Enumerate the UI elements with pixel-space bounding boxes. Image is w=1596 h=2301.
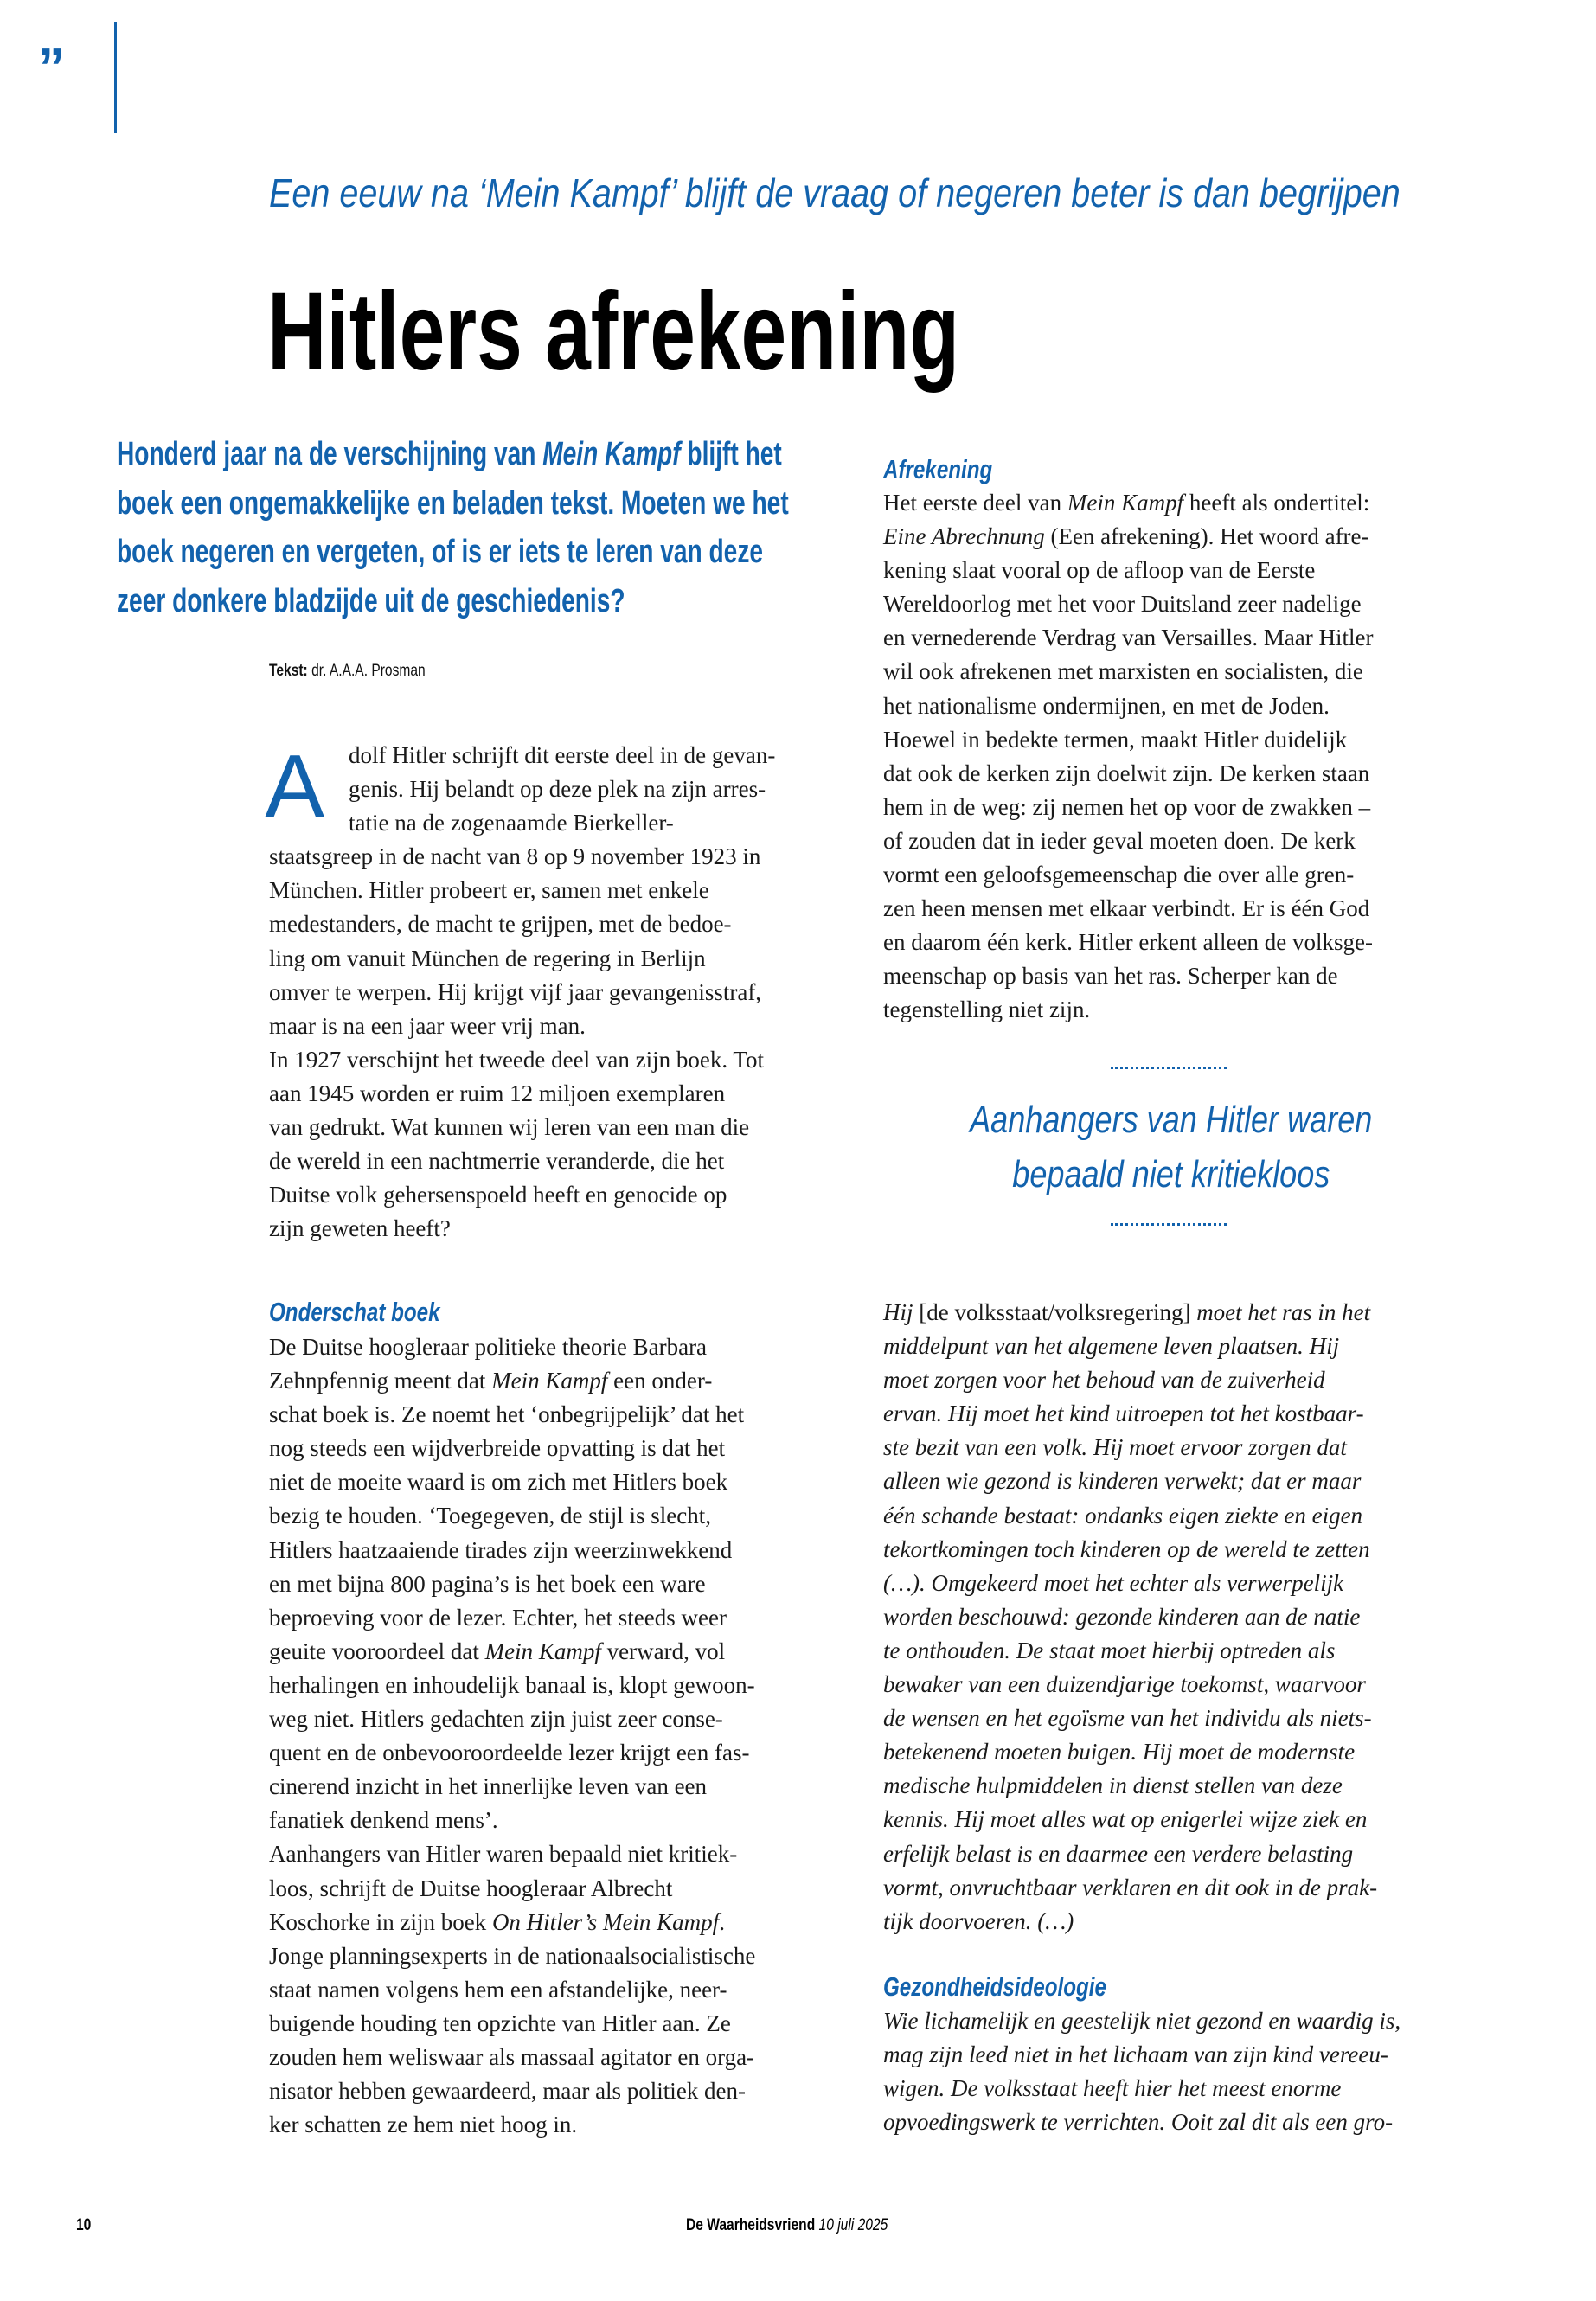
text-line: kening slaat vooral op de afloop van de Eerste [883,557,1316,584]
text-line: vormt een geloofsgemeenschap die over alle gren- [883,862,1355,888]
text-line: Eine Abrechnung (Een afrekening). Het woord afre- [883,523,1369,550]
text-line: alleen wie gezond is kinderen verwekt; dat er maar [883,1468,1362,1495]
text-line: medische hulpmiddelen in dienst stellen van deze [883,1772,1343,1799]
title-text: Hitlers afrekening [267,270,960,394]
text-line: zouden hem weliswaar als massaal agitator en orga- [269,2043,755,2070]
text-line: zijn geweten heeft? [269,1215,451,1242]
text-line: Duitse volk gehersenspoeld heeft en genocide op [269,1182,727,1208]
text-line: en met bijna 800 pagina’s is het boek een ware [269,1570,706,1597]
text-line: hem in de weg: zij nemen het op voor de zwakken – [883,793,1371,820]
text-line: nog steeds een wijdverbreide opvatting is dat het [269,1435,726,1462]
text-line: middelpunt van het algemene leven plaatsen. Hij [883,1333,1340,1360]
text-line: maar is na een jaar weer vrij man. [269,1012,586,1039]
section-body-gezondheid [883,2004,1458,2139]
pull-quote-top-divider [1111,1067,1227,1069]
text-line: één schande bestaat: ondanks eigen ziekte en eigen [883,1502,1363,1529]
text-line: bepaald niet kritiekloos [1011,1153,1330,1195]
text-line: het nationalisme ondermijnen, en met de Joden. [883,692,1330,719]
text-line: vormt, onvruchtbaar verklaren en dit ook in de prak- [883,1874,1378,1900]
heading-text: Gezondheidsideologie [883,1971,1106,2002]
text-line: ling om vanuit München de regering in Berlijn [269,945,706,971]
text-line: bezig te houden. ‘Toegegeven, de stijl is slecht, [269,1503,711,1529]
text-line: Wereldoorlog met het voor Duitsland zeer nadelige [883,591,1362,618]
text-line: (…). Omgekeerd moet het echter als verwerpelijk [883,1569,1344,1596]
page-number-text: 10 [76,2216,92,2234]
text-line: Aanhangers van Hitler waren bepaald niet kritiek- [269,1841,738,1868]
text-line: Honderd jaar na de verschijning van Mein Kampf blijft het [117,436,782,472]
text-line: bewaker van een duizendjarige toekomst, waarvoor [883,1671,1366,1698]
text-line: wigen. De volksstaat heeft hier het meest enorme [883,2075,1342,2102]
text-line: tegenstelling niet zijn. [883,997,1091,1023]
text-line: zeer donkere bladzijde uit de geschiedenis? [117,582,625,619]
section-body-onderschat [269,1330,840,2142]
text-line: tekortkomingen toch kinderen op de wereld te zetten [883,1535,1370,1562]
byline-label: Tekst: [269,662,308,680]
mein-kampf-quotation [883,1296,1458,1939]
text-line: zen heen mensen met elkaar verbindt. Er is één God [883,895,1370,922]
heading-text: Onderschat boek [269,1297,440,1327]
closing-quote-icon: ” [38,38,60,98]
pull-quote-bottom-divider [1111,1223,1227,1226]
text-line: wil ook afrekenen met marxisten en socialisten, die [883,658,1363,685]
text-line: Hitlers haatzaaiende tirades zijn weerzinwekkend [269,1536,733,1563]
text-line: München. Hitler probeert er, samen met enkele [269,877,709,904]
text-line: tatie na de zogenaamde Bierkeller- [349,810,674,836]
text-line: buigende houding ten opzichte van Hitler aan. Ze [269,2009,731,2036]
text-line: de wensen en het egoïsme van het individu als niets- [883,1705,1372,1732]
text-line: quent en de onbevooroordeelde lezer krijgt een fas- [269,1740,750,1766]
article-kicker [269,170,1585,216]
publication-name: De Waarheidsvriend [686,2216,816,2234]
text-line: nisator hebben gewaardeerd, maar als politiek den- [269,2078,747,2105]
text-line: opvoedingswerk te verrichten. Ooit zal dit als een gro- [883,2109,1394,2136]
text-line: Koschorke in zijn boek On Hitler’s Mein Kampf. [269,1908,725,1935]
text-line: cinerend inzicht in het innerlijke leven van een [269,1773,708,1800]
section-heading-gezondheid [883,1970,1458,2003]
footer-publication [686,2216,932,2235]
text-line: Hoewel in bedekte termen, maakt Hitler duidelijk [883,726,1348,753]
text-line: ste bezit van een volk. Hij moet ervoor zorgen dat [883,1434,1347,1461]
text-line: niet de moeite waard is om zich met Hitlers boek [269,1469,728,1496]
text-line: Hij [de volksstaat/volksregering] moet het ras in het [883,1299,1371,1325]
text-line: omver te werpen. Hij krijgt vijf jaar gevangenisstraf, [269,978,762,1005]
text-line: De Duitse hoogleraar politieke theorie Barbara [269,1334,708,1360]
text-line: de wereld in een nachtmerrie veranderde, die het [269,1148,725,1175]
section-heading-afrekening [883,452,1458,486]
text-line: of zouden dat in ieder geval moeten doen. De kerk [883,827,1356,854]
text-line: dolf Hitler schrijft dit eerste deel in de gevan- [349,742,776,768]
text-line: Jonge planningsexperts in de nationaalsocialistische [269,1942,756,1969]
pull-quote [883,1093,1458,1202]
text-line: herhalingen en inhoudelijk banaal is, klopt gewoon- [269,1671,755,1698]
publication-date: 10 juli 2025 [818,2216,888,2234]
text-line: kennis. Hij moet alles wat op enigerlei wijze ziek en [883,1806,1368,1833]
text-line: boek negeren en vergeten, of is er iets te leren van deze [117,534,764,570]
page-number [76,2216,94,2235]
text-line: aan 1945 worden er ruim 12 miljoen exemplaren [269,1080,726,1106]
article-title [267,270,1202,394]
text-line: moet zorgen voor het behoud van de zuiverheid [883,1367,1325,1394]
text-line: en daarom één kerk. Hitler erkent alleen de volksge- [883,929,1373,956]
text-line: tijk doorvoeren. (…) [883,1907,1074,1934]
text-line: betekenend moeten buigen. Hij moet de modernste [883,1739,1356,1766]
text-line: van gedrukt. Wat kunnen wij leren van een man die [269,1114,750,1141]
text-line: boek een ongemakkelijke en beladen tekst. Moeten we het [117,484,789,522]
section-body-afrekening [883,486,1458,1028]
text-line: geuite vooroordeel dat Mein Kampf verward, vol [269,1638,726,1664]
text-line: ervan. Hij moet het kind uitroepen tot het kostbaar- [883,1400,1364,1427]
text-line: staatsgreep in de nacht van 8 op 9 november 1923 in [269,843,761,870]
text-line: worden beschouwd: gezonde kinderen aan de natie [883,1603,1361,1630]
text-line: Zehnpfennig meent dat Mein Kampf een onder- [269,1368,713,1394]
text-line: weg niet. Hitlers gedachten zijn juist zeer conse- [269,1706,723,1733]
text-line: beproeving voor de lezer. Echter, het steeds weer [269,1604,727,1631]
text-line: schat boek is. Ze noemt het ‘onbegrijpelijk’ dat het [269,1401,745,1428]
text-line: genis. Hij belandt op deze plek na zijn arres- [349,776,766,803]
text-line: dat ook de kerken zijn doelwit zijn. De kerken staan [883,760,1370,786]
text-line: erfelijk belast is en daarmee een verdere belasting [883,1840,1354,1867]
intro-paragraphs [269,739,840,1246]
text-line: medestanders, de macht te grijpen, met de bedoe- [269,911,732,938]
section-heading-onderschat [269,1295,840,1329]
text-line: In 1927 verschijnt het tweede deel van zijn boek. Tot [269,1046,764,1073]
text-line: Wie lichamelijk en geestelijk niet gezond en waardig is, [883,2008,1401,2034]
text-line: ker schatten ze hem niet hoog in. [269,2112,578,2138]
decorative-vertical-rule [114,22,117,133]
text-line: te onthouden. De staat moet hierbij optreden als [883,1637,1336,1663]
text-line: en vernederende Verdrag van Versailles. Maar Hitler [883,625,1374,651]
heading-text: Afrekening [883,454,993,484]
kicker-text: Een eeuw na ‘Mein Kampf’ blijft de vraag of negeren beter is dan begrijpen [269,170,1401,215]
text-line: loos, schrijft de Duitse hoogleraar Albrecht [269,1875,673,1901]
text-line: Het eerste deel van Mein Kampf heeft als ondertitel: [883,490,1370,516]
text-line: mag zijn leed niet in het lichaam van zijn kind vereeu- [883,2041,1388,2068]
text-line: meenschap op basis van het ras. Scherper kan de [883,963,1338,990]
text-line: staat namen volgens hem een afstandelijke, neer- [269,1976,727,2003]
text-line: Aanhangers van Hitler waren [969,1099,1373,1141]
byline [269,662,459,681]
text-line: fanatiek denkend mens’. [269,1807,498,1834]
byline-author: dr. A.A.A. Prosman [311,662,426,680]
drop-cap: A [265,737,325,837]
